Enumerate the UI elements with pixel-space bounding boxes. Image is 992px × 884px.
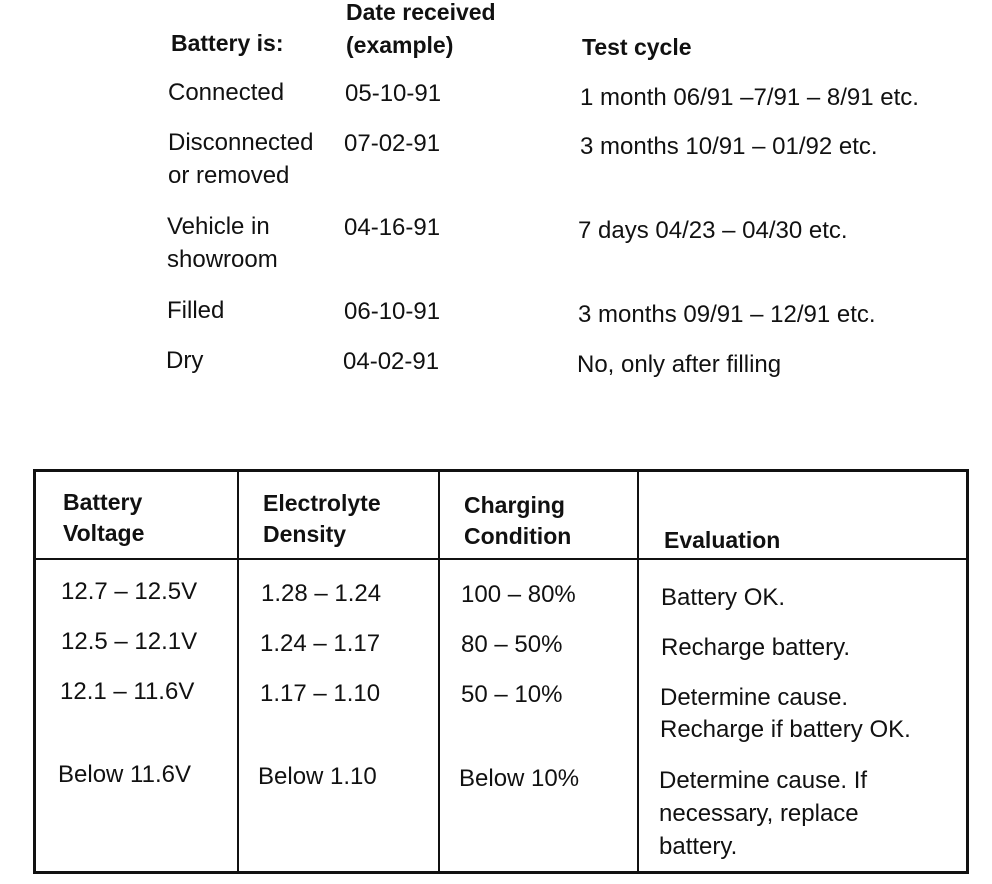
row-status-line2: or removed xyxy=(168,162,290,189)
header-charging-condition: Charging Condition xyxy=(464,492,572,549)
row-status: Dry xyxy=(166,347,204,374)
row-date: 04-16-91 xyxy=(344,214,441,241)
cell-evaluation-line3: battery. xyxy=(659,833,738,860)
cell-density: 1.24 – 1.17 xyxy=(260,630,381,657)
row-cycle: 1 month 06/91 –7/91 – 8/91 etc. xyxy=(580,84,919,111)
cell-density: Below 1.10 xyxy=(258,763,377,790)
row-date: 06-10-91 xyxy=(344,298,441,325)
cell-condition: 80 – 50% xyxy=(461,631,563,658)
row-status-line2: showroom xyxy=(167,246,278,273)
cell-condition: 100 – 80% xyxy=(461,581,576,608)
cell-evaluation-line2: necessary, replace xyxy=(659,800,859,827)
cell-density: 1.17 – 1.10 xyxy=(260,680,381,707)
column-divider xyxy=(438,472,440,871)
cell-evaluation-line2: Recharge if battery OK. xyxy=(660,716,911,743)
row-status: Connected xyxy=(168,79,285,106)
header-test-cycle: Test cycle xyxy=(582,34,692,60)
column-divider xyxy=(237,472,239,871)
cell-evaluation: Determine cause. xyxy=(660,684,849,711)
column-divider xyxy=(637,472,639,871)
header-electrolyte-density: Electrolyte Density xyxy=(263,490,381,547)
row-status: Vehicle in xyxy=(167,213,270,240)
row-date: 04-02-91 xyxy=(343,348,440,375)
row-cycle: 3 months 09/91 – 12/91 etc. xyxy=(578,301,876,328)
cell-voltage: Below 11.6V xyxy=(58,761,191,788)
header-battery-voltage: Battery Voltage xyxy=(63,489,145,546)
test-cycle-table xyxy=(0,0,992,420)
row-date: 07-02-91 xyxy=(344,130,441,157)
header-date-received-example: (example) xyxy=(346,32,454,58)
cell-voltage: 12.7 – 12.5V xyxy=(61,578,198,605)
header-battery-is: Battery is: xyxy=(171,30,284,56)
row-cycle: No, only after filling xyxy=(577,351,782,378)
cell-condition: Below 10% xyxy=(459,765,580,792)
row-status: Filled xyxy=(167,297,225,324)
cell-voltage: 12.5 – 12.1V xyxy=(61,628,198,655)
cell-evaluation: Recharge battery. xyxy=(661,634,850,661)
cell-condition: 50 – 10% xyxy=(461,681,563,708)
battery-evaluation-table xyxy=(33,469,969,874)
row-date: 05-10-91 xyxy=(345,80,442,107)
cell-density: 1.28 – 1.24 xyxy=(261,580,382,607)
row-status: Disconnected xyxy=(168,129,314,156)
cell-evaluation: Battery OK. xyxy=(661,584,786,611)
cell-voltage: 12.1 – 11.6V xyxy=(60,678,195,705)
header-divider xyxy=(36,558,966,560)
header-evaluation: Evaluation xyxy=(664,527,781,553)
row-cycle: 3 months 10/91 – 01/92 etc. xyxy=(580,133,878,160)
row-cycle: 7 days 04/23 – 04/30 etc. xyxy=(578,217,848,244)
header-date-received: Date received xyxy=(346,0,496,25)
cell-evaluation: Determine cause. If xyxy=(659,767,868,794)
